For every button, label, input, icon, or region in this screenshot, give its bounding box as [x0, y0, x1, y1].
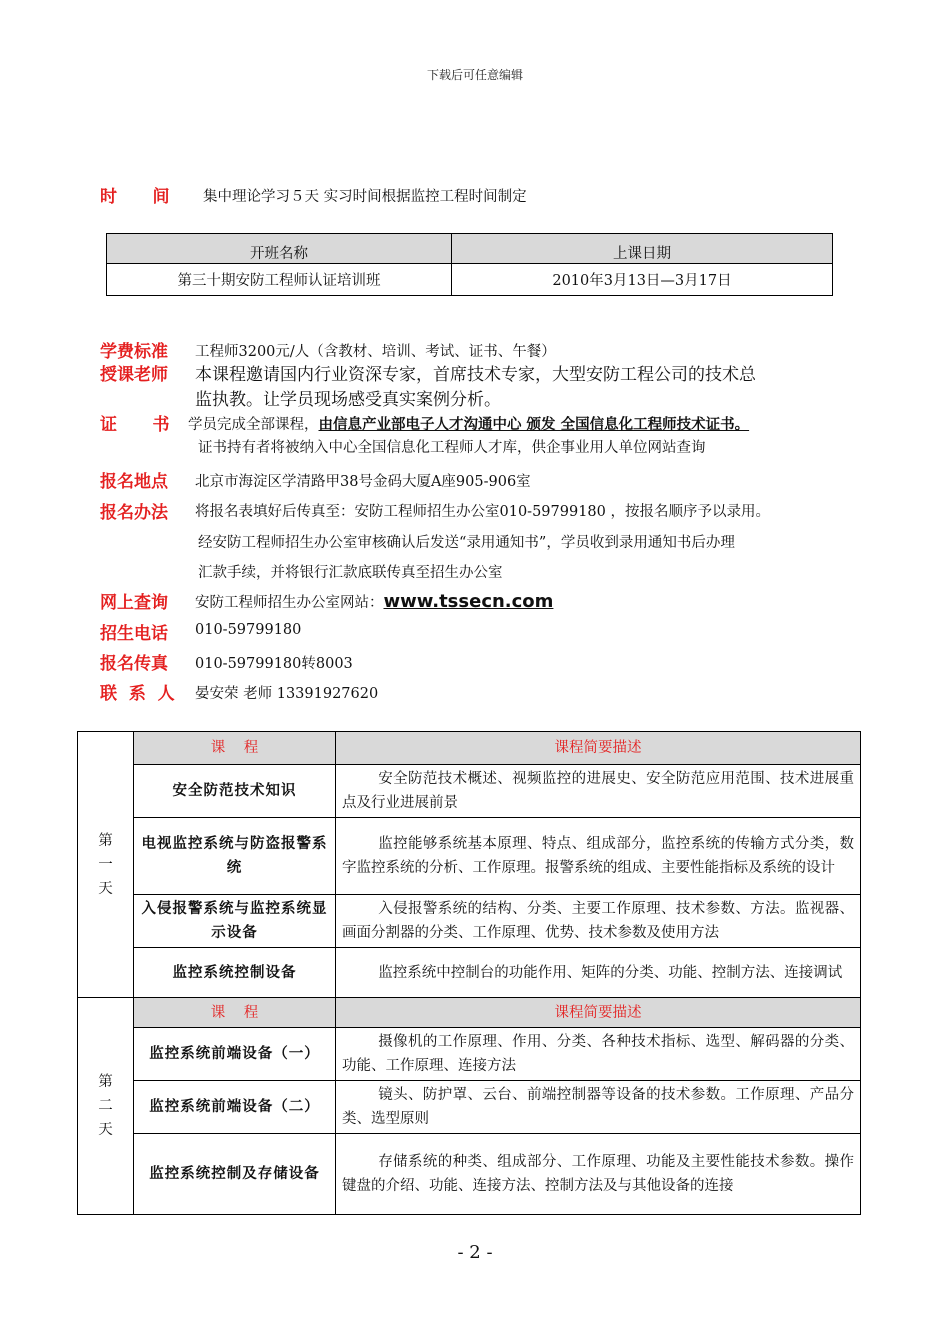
teacher-label: 授课老师 — [100, 365, 168, 385]
class-table — [106, 233, 833, 296]
fee-text: 工程师3200元/人（含教材、培训、考试、证书、午餐） — [195, 344, 556, 360]
class-name: 第三十期安防工程师认证培训班 — [107, 264, 452, 296]
teacher-line1: 本课程邀请国内行业资深专家，首席技术专家，大型安防工程公司的技术总 — [195, 365, 756, 385]
course-header: 课 程 — [134, 732, 336, 765]
teacher-line2: 监执教。让学员现场感受真实案例分析。 — [195, 390, 501, 410]
method-line3: 汇款手续，并将银行汇款底联传真至招生办公室 — [198, 565, 503, 581]
course-desc: 存储系统的种类、组成部分、工作原理、功能及主要性能技术参数。操作键盘的介绍、功能、连接方法、控制方法及与其他设备的连接 — [336, 1134, 861, 1215]
website-link[interactable]: www.tssecn.com — [383, 591, 554, 612]
method-line2: 经安防工程师招生办公室审核确认后发送“录用通知书”，学员收到录用通知书后办理 — [198, 535, 735, 551]
online-label: 网上查询 — [100, 593, 168, 613]
course-desc: 监控能够系统基本原理、特点、组成部分，监控系统的传输方式分类，数字监控系统的分析、工作原理。报警系统的组成、主要性能指标及系统的设计 — [336, 818, 861, 895]
location-text: 北京市海淀区学清路甲38号金码大厦A座905-906室 — [195, 474, 531, 490]
day-1: 第 一 天 — [78, 732, 134, 998]
fee-label: 学费标准 — [100, 342, 168, 362]
cert-line1 — [188, 413, 749, 434]
course-desc: 安全防范技术概述、视频监控的进展史、安全防范应用范围、技术进展重点及行业进展前景 — [336, 765, 861, 818]
course-desc: 镜头、防护罩、云台、前端控制器等设备的技术参数。工作原理、产品分类、选型原则 — [336, 1081, 861, 1134]
page-number: - 2 - — [457, 1242, 493, 1263]
online-prefix: 安防工程师招生办公室网站： — [195, 595, 384, 611]
desc-header: 课程简要描述 — [336, 732, 861, 765]
class-header-date: 上课日期 — [452, 234, 833, 264]
day-2: 第 二 天 — [78, 998, 134, 1215]
online-text — [195, 591, 553, 612]
method-line1: 将报名表填好后传真至：安防工程师招生办公室010-59799180 ，按报名顺序予以录用。 — [195, 504, 770, 520]
desc-header: 课程简要描述 — [336, 998, 861, 1028]
course-name: 入侵报警系统与监控系统显示设备 — [134, 895, 336, 948]
course-desc: 入侵报警系统的结构、分类、主要工作原理、技术参数、方法。监视器、画面分割器的分类、工作原理、优势、技术参数及使用方法 — [336, 895, 861, 948]
cert-prefix: 学员完成全部课程， — [188, 417, 319, 433]
course-desc: 摄像机的工作原理、作用、分类、各种技术指标、选型、解码器的分类、功能、工作原理、连接方法 — [336, 1028, 861, 1081]
class-date: 2010年3月13日—3月17日 — [452, 264, 833, 296]
time-label: 时 间 — [100, 187, 170, 207]
fax-label: 报名传真 — [100, 654, 168, 674]
schedule-table — [77, 731, 861, 1215]
phone-text: 010-59799180 — [195, 622, 302, 638]
phone-label: 招生电话 — [100, 624, 168, 644]
class-header-name: 开班名称 — [107, 234, 452, 264]
course-name: 监控系统控制及存储设备 — [134, 1134, 336, 1215]
contact-text: 晏安荣 老师 13391927620 — [195, 686, 379, 702]
header-note: 下载后可任意编辑 — [426, 68, 523, 82]
course-name: 监控系统控制设备 — [134, 948, 336, 998]
course-header: 课 程 — [134, 998, 336, 1028]
cert-bold-text: 由信息产业部电子人才沟通中心 颁发 全国信息化工程师技术证书。 — [318, 417, 750, 433]
location-label: 报名地点 — [100, 472, 168, 492]
time-text: 集中理论学习５天 实习时间根据监控工程时间制定 — [203, 189, 527, 205]
cert-line2: 证书持有者将被纳入中心全国信息化工程师人才库，供企事业用人单位网站查询 — [198, 440, 706, 456]
method-label: 报名办法 — [100, 503, 168, 523]
course-name: 监控系统前端设备（二） — [134, 1081, 336, 1134]
course-desc: 监控系统中控制台的功能作用、矩阵的分类、功能、控制方法、连接调试 — [336, 948, 861, 998]
course-name: 安全防范技术知识 — [134, 765, 336, 818]
course-name: 电视监控系统与防盗报警系统 — [134, 818, 336, 895]
fax-text: 010-59799180转8003 — [195, 656, 353, 672]
contact-label: 联 系 人 — [100, 684, 175, 704]
cert-label: 证 书 — [100, 415, 170, 435]
course-name: 监控系统前端设备（一） — [134, 1028, 336, 1081]
